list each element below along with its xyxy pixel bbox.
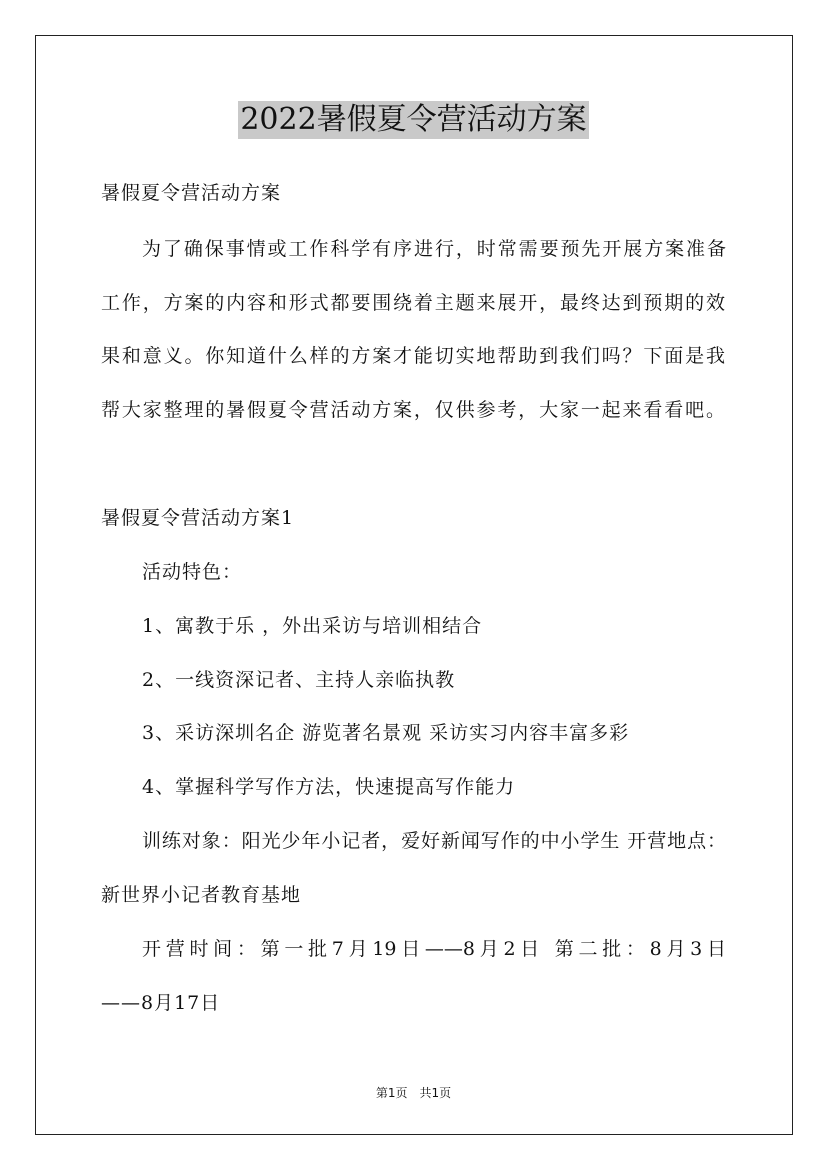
document-subtitle: 暑假夏令营活动方案 <box>101 182 282 204</box>
title-container <box>0 101 827 139</box>
feature-item: 3、采访深圳名企 游览著名景观 采访实习内容丰富多彩 <box>142 722 630 744</box>
page-footer: 第1页 共1页 <box>375 1086 452 1100</box>
feature-item: 1、寓教于乐 ，外出采访与培训相结合 <box>142 615 483 637</box>
features-label: 活动特色： <box>142 561 243 583</box>
intro-line-3: 果和意义。你知道什么样的方案才能切实地帮助到我们吗？下面是我 <box>101 345 725 367</box>
intro-line-1: 为了确保事情或工作科学有序进行，时常需要预先开展方案准备 <box>142 238 726 260</box>
training-line-1: 训练对象：阳光少年小记者，爱好新闻写作的中小学生 开营地点： <box>142 830 726 852</box>
intro-line-4: 帮大家整理的暑假夏令营活动方案，仅供参考，大家一起来看看吧。 <box>101 399 725 421</box>
training-line-2: 新世界小记者教育基地 <box>101 884 302 906</box>
time-line-2: ——8月17日 <box>101 992 221 1014</box>
document-title: 2022暑假夏令营活动方案 <box>240 102 587 137</box>
intro-line-2: 工作，方案的内容和形式都要围绕着主题来展开，最终达到预期的效 <box>101 292 725 314</box>
section-heading: 暑假夏令营活动方案1 <box>101 507 295 529</box>
time-line-1: 开营时间：第一批7月19日——8月2日 第二批：8月3日 <box>142 938 726 960</box>
feature-item: 2、一线资深记者、主持人亲临执教 <box>142 669 456 691</box>
feature-item: 4、掌握科学写作方法，快速提高写作能力 <box>142 776 516 798</box>
